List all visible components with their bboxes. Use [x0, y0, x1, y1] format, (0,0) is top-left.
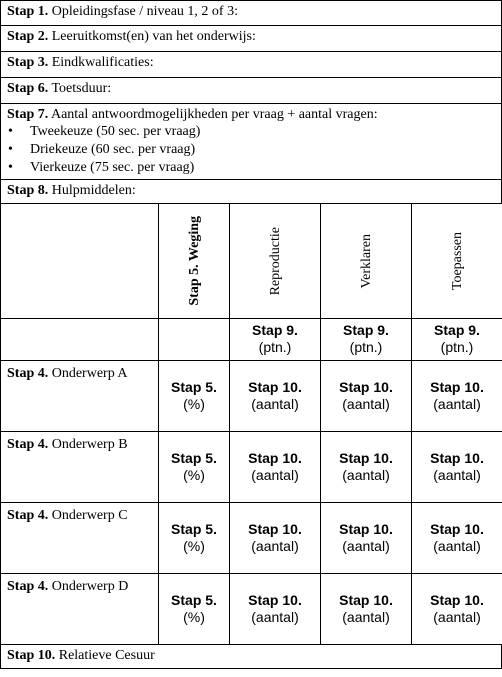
stap1-text: Opleidingsfase / niveau 1, 2 of 3: [48, 4, 238, 19]
stap9-unit: (ptn.) [440, 339, 474, 355]
stap10-title: Stap 10. [248, 591, 302, 608]
onderwerp-label: Stap 4. [7, 436, 49, 452]
onderwerp-cell [1, 573, 159, 644]
stap10-cell [230, 502, 321, 573]
header-toepassen [412, 204, 502, 318]
stap10-cell [412, 360, 502, 431]
cesuur-text: Relatieve Cesuur [55, 647, 155, 663]
stap6-label: Stap 6. [7, 81, 49, 96]
stap10-cell [230, 573, 321, 644]
toepassen-label: Toepassen [449, 231, 465, 290]
header-weging [159, 204, 230, 318]
stap10-unit: (aantal) [342, 608, 390, 625]
stap3-label: Stap 3. [7, 55, 49, 70]
stap5-title: Stap 5. [171, 449, 217, 466]
header-verklaren [321, 204, 412, 318]
row-stap2 [0, 26, 502, 52]
stap10-title: Stap 10. [339, 520, 393, 537]
stap5-unit: (%) [183, 395, 205, 412]
stap10-unit: (aantal) [251, 466, 299, 483]
stap10-cell [321, 360, 412, 431]
onderwerp-cell [1, 431, 159, 502]
stap10-unit: (aantal) [342, 537, 390, 554]
stap5-title: Stap 5. [171, 378, 217, 395]
stap10-cell [321, 431, 412, 502]
stap2-label: Stap 2. [7, 29, 49, 44]
row-stap6 [0, 78, 502, 104]
stap9-verklaren [321, 318, 412, 360]
stap10-title: Stap 10. [430, 449, 484, 466]
stap10-title: Stap 10. [430, 520, 484, 537]
empty-cell [1, 318, 159, 360]
stap9-title: Stap 9. [252, 322, 298, 338]
stap10-unit: (aantal) [433, 608, 481, 625]
verklaren-label: Verklaren [358, 233, 374, 288]
empty-corner-cell [1, 204, 159, 318]
stap10-unit: (aantal) [433, 466, 481, 483]
stap10-cell [230, 360, 321, 431]
onderwerp-text: Onderwerp C [48, 507, 128, 523]
weging-label: Stap 5. Weging [186, 215, 202, 306]
matrix-header-row [1, 204, 502, 318]
stap10-unit: (aantal) [433, 395, 481, 412]
stap9-reproductie [230, 318, 321, 360]
stap10-title: Stap 10. [339, 449, 393, 466]
onderwerp-text: Onderwerp B [48, 436, 128, 452]
stap9-title: Stap 9. [343, 322, 389, 338]
stap5-cell [159, 573, 230, 644]
row-cesuur [0, 645, 502, 669]
cesuur-label: Stap 10. [7, 647, 56, 663]
stap9-toepassen [412, 318, 502, 360]
stap10-title: Stap 10. [339, 591, 393, 608]
stap10-title: Stap 10. [430, 378, 484, 395]
row-stap7 [0, 104, 502, 180]
stap9-unit: (ptn.) [349, 339, 383, 355]
stap7-label: Stap 7. [7, 107, 49, 122]
list-item: • Driekeuze (60 sec. per vraag) [7, 141, 495, 159]
stap10-cell [412, 431, 502, 502]
onderwerp-cell [1, 360, 159, 431]
table-row [1, 573, 502, 644]
empty-cell [159, 318, 230, 360]
stap10-title: Stap 10. [339, 378, 393, 395]
stap7-text: Aantal antwoordmogelijkheden per vraag + aantal vragen: [48, 107, 378, 122]
stap10-title: Stap 10. [430, 591, 484, 608]
stap10-unit: (aantal) [342, 395, 390, 412]
antwoord-opties-list [7, 123, 495, 177]
row-stap8 [0, 180, 502, 204]
stap5-unit: (%) [183, 466, 205, 483]
stap5-unit: (%) [183, 608, 205, 625]
stap10-title: Stap 10. [248, 520, 302, 537]
stap3-text: Eindkwalificaties: [48, 55, 154, 70]
stap9-row [1, 318, 502, 360]
table-row [1, 431, 502, 502]
onderwerp-text: Onderwerp D [48, 578, 129, 594]
table-row [1, 502, 502, 573]
stap5-unit: (%) [183, 537, 205, 554]
row-stap3 [0, 52, 502, 78]
stap10-cell [412, 502, 502, 573]
stap10-title: Stap 10. [248, 449, 302, 466]
stap10-cell [412, 573, 502, 644]
stap10-unit: (aantal) [251, 395, 299, 412]
stap10-cell [321, 573, 412, 644]
stap5-cell [159, 431, 230, 502]
stap5-title: Stap 5. [171, 591, 217, 608]
stap8-text: Hulpmiddelen: [48, 183, 136, 198]
onderwerp-text: Onderwerp A [48, 365, 128, 381]
stap10-unit: (aantal) [433, 537, 481, 554]
table-row [1, 360, 502, 431]
stap10-title: Stap 10. [248, 378, 302, 395]
stap9-unit: (ptn.) [258, 339, 292, 355]
reproductie-label: Reproductie [267, 226, 283, 295]
stap2-text: Leeruitkomst(en) van het onderwijs: [48, 29, 256, 44]
row-stap1 [0, 0, 502, 26]
stap9-title: Stap 9. [434, 322, 480, 338]
stap10-unit: (aantal) [251, 537, 299, 554]
list-item: • Tweekeuze (50 sec. per vraag) [7, 123, 495, 141]
stap10-cell [321, 502, 412, 573]
stap5-cell [159, 502, 230, 573]
onderwerp-cell [1, 502, 159, 573]
stap8-label: Stap 8. [7, 183, 49, 198]
header-reproductie [230, 204, 321, 318]
onderwerp-label: Stap 4. [7, 507, 49, 523]
onderwerp-label: Stap 4. [7, 365, 49, 381]
stap5-title: Stap 5. [171, 520, 217, 537]
stap1-label: Stap 1. [7, 4, 49, 19]
stap10-cell [230, 431, 321, 502]
stap10-unit: (aantal) [251, 608, 299, 625]
stap10-unit: (aantal) [342, 466, 390, 483]
stap5-cell [159, 360, 230, 431]
stap6-text: Toetsduur: [48, 81, 112, 96]
onderwerp-label: Stap 4. [7, 578, 49, 594]
list-item: • Vierkeuze (75 sec. per vraag) [7, 159, 495, 177]
matrix-table [0, 204, 502, 645]
